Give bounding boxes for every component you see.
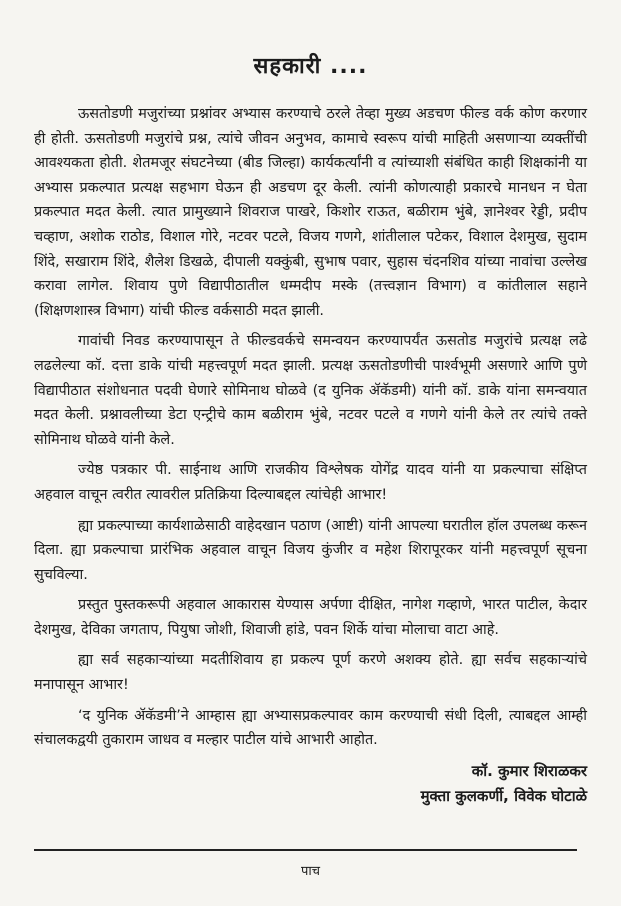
footer-divider bbox=[34, 849, 577, 851]
paragraph-workshop: ह्या प्रकल्पाच्या कार्यशाळेसाठी वाहेदखान पठाण (आष्टी) यांनी आपल्या घरातील हॉल उपलब्ध करून दिला. ह्या प्रकल्पाचा प्रारंभिक अहवाल वाचून विजय कुंजीर व महेश शिरापूरकर यांनी महत्त्वपूर्ण सूचना सुचविल्या. bbox=[34, 517, 587, 583]
paragraph-reviewers: ज्येष्ठ पत्रकार पी. साईनाथ आणि राजकीय विश्लेषक योगेंद्र यादव यांनी या प्रकल्पाचा संक्षिप्त अहवाल वाचून त्वरीत त्यावरील प्रतिक्रिया दिल्याबद्दल त्यांचेही आभार! bbox=[34, 462, 587, 503]
page-title: सहकारी .... bbox=[253, 54, 368, 79]
paragraph-thanks: ह्या सर्व सहकाऱ्यांच्या मदतीशिवाय हा प्रकल्प पूर्ण करणे अशक्य होते. ह्या सर्वच सहकाऱ्यांचे मनापासून आभार! bbox=[34, 652, 587, 694]
signature-line: कॉ. कुमार शिराळकर bbox=[471, 761, 587, 780]
paragraph-book-contributors: प्रस्तुत पुस्तकरूपी अहवाल आकारास येण्यास अर्पणा दीक्षित, नागेश गव्हाणे, भारत पाटील, केदार देशमुख, देविका जगताप, पियुषा जोशी, शिवाजी हांडे, पवन शिर्के यांचा मोलाचा वाटा आहे. bbox=[34, 597, 587, 638]
paragraph-fieldwork: ऊसतोडणी मजुरांच्या प्रश्नांवर अभ्यास करण्याचे ठरले तेव्हा मुख्य अडचण फील्ड वर्क कोण करणार ही होती. ऊसतोडणी मजुरांचे प्रश्न, त्यांचे जीवन अनुभव, कामाचे स्वरूप यांची माहिती असणाऱ्या व्यक्तींची आवश्यकता होती. शेतमजूर संघटनेच्या (बीड जिल्हा) कार्यकर्त्यांनी व त्यांच्याशी संबंधित काही शिक्षकांनी या अभ्यास प्रकल्पात प्रत्यक्ष सहभाग घेऊन ही अडचण दूर केली. त्यांनी कोणत्याही प्रकारचे मानधन न घेता प्रकल्पात मदत केली. त्यात प्रामुख्याने शिवराज पाखरे, किशोर राऊत, बळीराम भुंबे, ज्ञानेश्वर रेड्डी, प्रदीप चव्हाण, अशोक राठोड, विशाल गोरे, नटवर पटले, विजय गणगे, शांतीलाल पटेकर, विशाल देशमुख, सुदाम शिंदे, सखाराम शिंदे, शैलेश डिखळे, दीपाली यक्कुंबी, सुभाष पवार, सुहास चंदनशिव यांच्या नावांचा उल्लेख करावा लागेल. शिवाय पुणे विद्यापीठातील धम्मदीप मस्के (तत्त्वज्ञान विभाग) व कांतीलाल सहाने (शिक्षणशास्त्र विभाग) यांची फील्ड वर्कसाठी मदत झाली. bbox=[34, 106, 587, 319]
page-number: पाच bbox=[300, 864, 320, 879]
signature-line: मुक्ता कुलकर्णी, विवेक घोटाळे bbox=[420, 786, 587, 805]
paragraph-coordination: गावांची निवड करण्यापासून ते फील्डवर्कचे समन्वयन करण्यापर्यंत ऊसतोड मजुरांचे प्रत्यक्ष लढे लढलेल्या कॉ. दत्ता डाके यांची महत्त्वपूर्ण मदत झाली. प्रत्यक्ष ऊसतोडणीची पार्श्वभूमी असणारे आणि पुणे विद्यापीठात संशोधनात पदवी घेणारे सोमिनाथ घोळवे (द युनिक ॲकॅडमी) यांनी कॉ. डाके यांना समन्वयात मदत केली. प्रश्नावलीच्या डेटा एन्ट्रीचे काम बळीराम भुंबे, नटवर पटले व गणगे यांनी केले तर त्यांचे तक्ते सोमिनाथ घोळवे यांनी केले. bbox=[34, 333, 587, 448]
signature-block bbox=[34, 759, 587, 809]
paragraph-academy: ‘द युनिक ॲकॅडमी’ने आम्हास ह्या अभ्यासप्रकल्पावर काम करण्याची संधी दिली, त्याबद्दल आम्ही संचालकद्वयी तुकाराम जाधव व मल्हार पाटील यांचे आभारी आहोत. bbox=[34, 707, 587, 749]
